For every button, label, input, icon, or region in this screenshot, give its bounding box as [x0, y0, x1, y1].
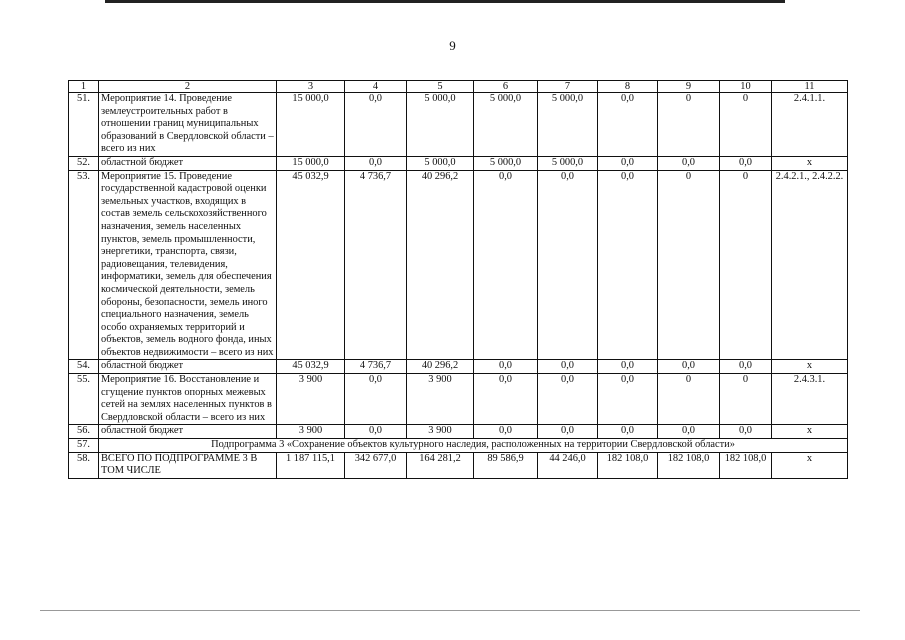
value-cell: 89 586,9 — [474, 452, 538, 478]
reference-cell: х — [772, 360, 848, 374]
value-cell: 0,0 — [538, 374, 598, 425]
value-cell: 5 000,0 — [474, 156, 538, 170]
top-border-line — [105, 0, 785, 3]
reference-cell: х — [772, 452, 848, 478]
header-cell: 10 — [720, 81, 772, 93]
reference-cell: х — [772, 425, 848, 439]
value-cell: 0 — [720, 93, 772, 157]
row-description: областной бюджет — [99, 156, 277, 170]
value-cell: 0,0 — [598, 170, 658, 360]
value-cell: 0,0 — [345, 425, 407, 439]
row-number: 51. — [69, 93, 99, 157]
value-cell: 0,0 — [538, 170, 598, 360]
value-cell: 182 108,0 — [658, 452, 720, 478]
header-cell: 8 — [598, 81, 658, 93]
row-description: Мероприятие 16. Восстановление и сгущение пунктов опорных межевых сетей на землях населенных пунктов в Свердловской области – всего из них — [99, 374, 277, 425]
row-number: 58. — [69, 452, 99, 478]
value-cell: 164 281,2 — [407, 452, 474, 478]
value-cell: 0,0 — [658, 156, 720, 170]
value-cell: 0,0 — [598, 93, 658, 157]
header-cell: 3 — [277, 81, 345, 93]
value-cell: 5 000,0 — [538, 156, 598, 170]
value-cell: 45 032,9 — [277, 170, 345, 360]
table-row — [69, 93, 848, 157]
value-cell: 15 000,0 — [277, 93, 345, 157]
total-row — [69, 452, 848, 478]
header-row — [69, 81, 848, 93]
value-cell: 0,0 — [598, 360, 658, 374]
value-cell: 0,0 — [538, 425, 598, 439]
value-cell: 0,0 — [720, 425, 772, 439]
header-cell: 7 — [538, 81, 598, 93]
value-cell: 0,0 — [474, 374, 538, 425]
table-row — [69, 156, 848, 170]
value-cell: 182 108,0 — [598, 452, 658, 478]
header-cell: 6 — [474, 81, 538, 93]
row-number: 57. — [69, 439, 99, 453]
table-row — [69, 360, 848, 374]
reference-cell: 2.4.1.1. — [772, 93, 848, 157]
value-cell: 5 000,0 — [407, 156, 474, 170]
row-number: 52. — [69, 156, 99, 170]
header-cell: 4 — [345, 81, 407, 93]
value-cell: 0,0 — [598, 425, 658, 439]
value-cell: 3 900 — [407, 374, 474, 425]
value-cell: 0,0 — [538, 360, 598, 374]
value-cell: 0,0 — [345, 374, 407, 425]
header-cell: 5 — [407, 81, 474, 93]
reference-cell: 2.4.3.1. — [772, 374, 848, 425]
value-cell: 0,0 — [658, 360, 720, 374]
value-cell: 0,0 — [720, 360, 772, 374]
value-cell: 0 — [720, 170, 772, 360]
value-cell: 0,0 — [345, 156, 407, 170]
budget-table — [68, 80, 848, 479]
row-description: областной бюджет — [99, 360, 277, 374]
value-cell: 5 000,0 — [407, 93, 474, 157]
value-cell: 45 032,9 — [277, 360, 345, 374]
header-cell: 2 — [99, 81, 277, 93]
row-number: 53. — [69, 170, 99, 360]
row-number: 56. — [69, 425, 99, 439]
value-cell: 3 900 — [277, 425, 345, 439]
value-cell: 0,0 — [720, 156, 772, 170]
value-cell: 15 000,0 — [277, 156, 345, 170]
value-cell: 0,0 — [345, 93, 407, 157]
value-cell: 342 677,0 — [345, 452, 407, 478]
header-cell: 1 — [69, 81, 99, 93]
header-cell: 9 — [658, 81, 720, 93]
value-cell: 4 736,7 — [345, 170, 407, 360]
row-description: Мероприятие 15. Проведение государственной кадастровой оценки земельных участков, входящих в состав земель сельскохозяйственного назначения, земель населенных пунктов, земель промышленности, энергетики, транспорта, связи, радиовещания, телевидения, информатики, земель для обеспечения космической деятельности, земель обороны, безопасности, земель иного специального назначения, земель особо охраняемых территорий и объектов, земель водного фонда, иных объектов недвижимости – всего из них — [99, 170, 277, 360]
value-cell: 4 736,7 — [345, 360, 407, 374]
value-cell: 40 296,2 — [407, 170, 474, 360]
header-cell: 11 — [772, 81, 848, 93]
bottom-scan-line — [40, 610, 860, 611]
row-description: ВСЕГО ПО ПОДПРОГРАММЕ 3 В ТОМ ЧИСЛЕ — [99, 452, 277, 478]
row-number: 55. — [69, 374, 99, 425]
table-row — [69, 170, 848, 360]
value-cell: 0,0 — [598, 156, 658, 170]
value-cell: 0,0 — [474, 360, 538, 374]
table-row — [69, 425, 848, 439]
value-cell: 0 — [658, 374, 720, 425]
value-cell: 0,0 — [598, 374, 658, 425]
value-cell: 5 000,0 — [474, 93, 538, 157]
value-cell: 1 187 115,1 — [277, 452, 345, 478]
value-cell: 44 246,0 — [538, 452, 598, 478]
value-cell: 0 — [658, 93, 720, 157]
value-cell: 3 900 — [277, 374, 345, 425]
page-number: 9 — [449, 38, 456, 53]
reference-cell: х — [772, 156, 848, 170]
row-number: 54. — [69, 360, 99, 374]
value-cell: 182 108,0 — [720, 452, 772, 478]
value-cell: 0 — [720, 374, 772, 425]
subprogram-row — [69, 439, 848, 453]
value-cell: 5 000,0 — [538, 93, 598, 157]
value-cell: 3 900 — [407, 425, 474, 439]
value-cell: 0,0 — [658, 425, 720, 439]
reference-cell: 2.4.2.1., 2.4.2.2. — [772, 170, 848, 360]
value-cell: 0,0 — [474, 170, 538, 360]
table-row — [69, 374, 848, 425]
value-cell: 0,0 — [474, 425, 538, 439]
value-cell: 0 — [658, 170, 720, 360]
row-description: областной бюджет — [99, 425, 277, 439]
row-description: Мероприятие 14. Проведение землеустроительных работ в отношении границ муниципальных образований в Свердловской области – всего из них — [99, 93, 277, 157]
subprogram-title: Подпрограмма 3 «Сохранение объектов культурного наследия, расположенных на территории Свердловской области» — [99, 439, 848, 453]
value-cell: 40 296,2 — [407, 360, 474, 374]
